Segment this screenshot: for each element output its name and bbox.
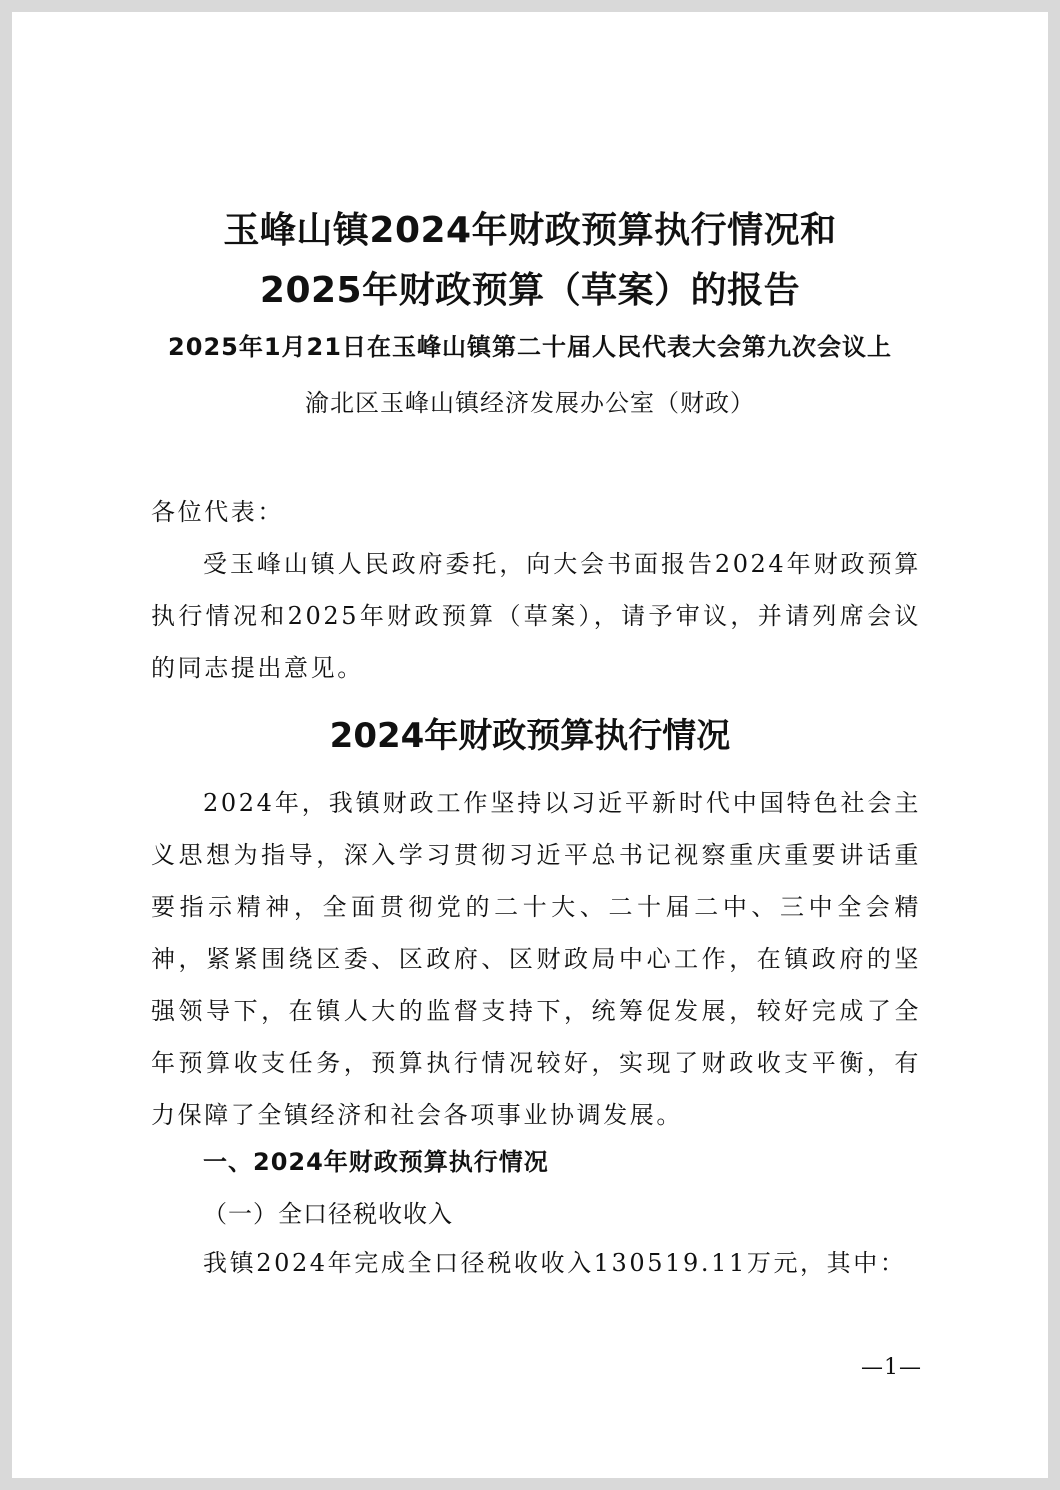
last-paragraph: 我镇2024年完成全口径税收收入130519.11万元，其中： xyxy=(203,1249,907,1277)
salutation: 各位代表： xyxy=(151,498,284,526)
meeting-line: 2025年1月21日在玉峰山镇第二十届人民代表大会第九次会议上 xyxy=(168,333,892,361)
title-line-2: 2025年财政预算（草案）的报告 xyxy=(259,270,801,311)
title-line-1: 玉峰山镇2024年财政预算执行情况和 xyxy=(223,210,837,251)
document-title xyxy=(12,201,1048,321)
section-title: 2024年财政预算执行情况 xyxy=(329,716,731,756)
section-paragraph: 2024年，我镇财政工作坚持以习近平新时代中国特色社会主义思想为指导，深入学习贯彻习近平总书记视察重庆重要讲话重要指示精神，全面贯彻党的二十大、二十届二中、三中全会精神，紧紧围绕区委、区政府、区财政局中心工作，在镇政府的坚强领导下，在镇人大的监督支持下，统筹促发展，较好完成了全年预算收支任务，预算执行情况较好，实现了财政收支平衡，有力保障了全镇经济和社会各项事业协调发展。 xyxy=(151,789,921,1129)
heading-1: 一、2024年财政预算执行情况 xyxy=(203,1148,549,1176)
document-page xyxy=(12,12,1048,1478)
intro-paragraph: 受玉峰山镇人民政府委托，向大会书面报告2024年财政预算执行情况和2025年财政预算（草案），请予审议，并请列席会议的同志提出意见。 xyxy=(151,550,921,682)
page-number: —1— xyxy=(861,1355,922,1380)
author-line: 渝北区玉峰山镇经济发展办公室（财政） xyxy=(305,389,755,417)
heading-1-1: （一）全口径税收收入 xyxy=(203,1200,453,1228)
